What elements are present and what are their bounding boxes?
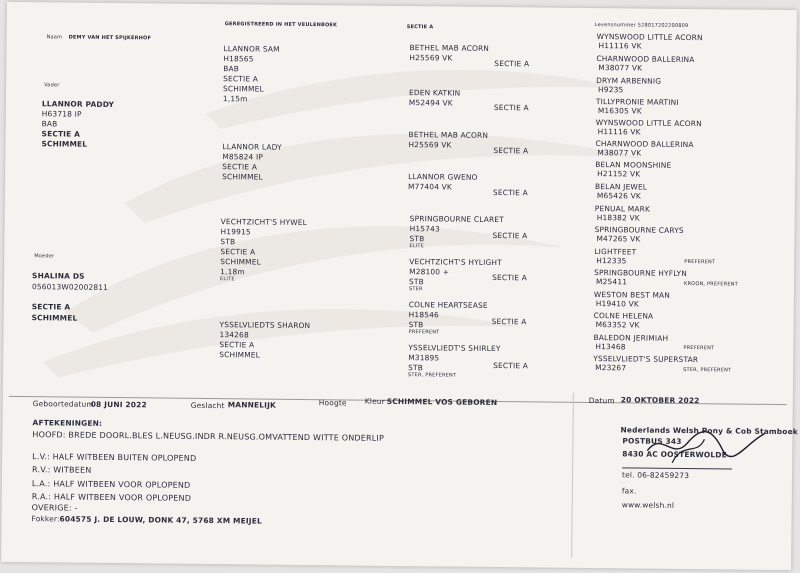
gen4-name: COLNE HELENA [593, 311, 654, 321]
gen4-name: WESTON BEST MAN [593, 290, 671, 300]
gen3-sectie: SECTIE A [492, 187, 528, 198]
fokker-value: 604575 J. DE LOUW, DONK 47, 5768 XM MEIJEL [59, 514, 262, 526]
stamboek-fax: fax. [621, 486, 637, 496]
gen4-reg: H21152 VK [597, 169, 641, 179]
geboortedatum-label: Geboortedatum [32, 399, 94, 409]
aftekeningen-label: AFTEKENINGEN: [32, 418, 103, 428]
kleur-label: Kleur [364, 396, 386, 406]
gen2-line: STB [220, 237, 236, 247]
datum-value: 20 OKTOBER 2022 [620, 395, 700, 406]
gen3-name: BETHEL MAB ACORN [408, 130, 489, 140]
stamboek-name: Nederlands Welsh Pony & Cob Stamboek [620, 425, 798, 437]
gen4-name: DRYM ARBENNIG [596, 76, 662, 86]
vader-line: BAB [41, 119, 58, 129]
gen4-note: STER, PREFERENT [683, 366, 732, 374]
gen4-reg: H19410 VK [595, 299, 639, 309]
gen4-reg: M23267 [595, 363, 627, 373]
gen2-line: VECHTZICHT'S HYWEL [220, 217, 307, 228]
moeder-line: SECTIE A [31, 302, 71, 312]
gen4-reg: H11116 VK [597, 127, 641, 137]
la-markings: L.A.: HALF WITBEEN VOOR OPLOPEND [31, 479, 191, 490]
gen4-name: LIGHTFEET [594, 247, 637, 257]
gen2-line: SECTIE A [219, 340, 255, 350]
gen2-line: H18565 [223, 54, 254, 64]
datum-label: Datum [588, 395, 615, 406]
gen3-name: LLANNOR GWENO [408, 172, 478, 182]
sectie-heading: SECTIE A [406, 24, 434, 31]
stamboek-postbus: POSTBUS 343 [622, 436, 682, 446]
gen3-note: PREFERENT [408, 329, 440, 336]
gen4-reg: M38077 VK [598, 63, 643, 73]
gen4-name: WYNSWOOD LITTLE ACORN [595, 118, 702, 129]
gen2-line: SCHIMMEL [220, 257, 262, 267]
gen3-sectie: SECTIE A [494, 58, 530, 69]
gen4-note: PREFERENT [684, 258, 716, 266]
gen3-name: COLNE HEARTSEASE [408, 300, 488, 310]
gen2-line: YSSELVLIEDTS SHARON [219, 320, 311, 331]
gen3-reg: H25569 VK [409, 53, 453, 63]
gen2-line: 1,18m [220, 267, 245, 277]
gen4-reg: H12335 [596, 256, 627, 266]
gen3-name: VECHTZICHT'S HYLIGHT [409, 257, 502, 268]
gen3-sectie: SECTIE A [491, 316, 527, 327]
gen4-reg: H9235 [598, 85, 624, 95]
gen4-name: CHARNWOOD BALLERINA [596, 54, 695, 65]
hoofd-markings: HOOFD: BREDE DOORL.BLES L.NEUSG.INDR R.NEUSG.OMVATTEND WITTE ONDERLIP [32, 430, 385, 443]
vader-line: H63718 IP [41, 109, 82, 119]
gen4-name: SPRINGBOURNE CARYS [594, 225, 684, 235]
gen2-line: LLANNOR SAM [223, 44, 280, 54]
gen4-reg: M63352 VK [595, 320, 640, 330]
geslacht-label: Geslacht [190, 400, 225, 411]
gen4-reg: M16305 VK [597, 106, 642, 116]
fokker-label: Fokker: [31, 514, 60, 524]
gen2-line: 134268 [219, 330, 249, 340]
gen4-reg: H18382 VK [596, 213, 640, 223]
moeder-line: SCHIMMEL [31, 313, 78, 323]
moeder-line: 056013W02002811 [31, 282, 109, 292]
gen3-studbook: STB [408, 320, 424, 330]
gen4-name: TILLYPRONIE MARTINI [595, 97, 679, 107]
gen3-note: STER [408, 286, 423, 293]
pedigree-certificate [1, 2, 797, 570]
gen3-studbook: STB [408, 363, 424, 373]
gen2-line: LLANNOR LADY [222, 142, 282, 152]
gen4-note: PREFERENT [683, 344, 715, 352]
lv-markings: L.V.: HALF WITBEEN BUITEN OPLOPEND [32, 452, 197, 463]
gen3-sectie: SECTIE A [492, 272, 528, 283]
gen3-sectie: SECTIE A [493, 102, 529, 113]
gen4-name: PENUAL MARK [594, 204, 651, 214]
geboortedatum-value: 08 JUNI 2022 [90, 399, 147, 410]
gen2-line: SECTIE A [220, 247, 256, 257]
gen4-reg: H11116 VK [598, 41, 642, 51]
ra-markings: R.A.: HALF WITBEEN VOOR OPLOPEND [31, 492, 192, 503]
gen2-line: H19915 [220, 227, 251, 237]
overige-markings: OVERIGE: - [31, 503, 78, 513]
moeder-label: Moeder [34, 253, 55, 260]
gen4-reg: M47265 VK [596, 234, 641, 244]
gen3-reg: M52494 VK [408, 98, 453, 108]
naam-label: Naam [46, 34, 63, 41]
gen2-note: ELITE [220, 276, 235, 283]
gen4-note: KROON, PREFERENT [684, 280, 738, 288]
gen4-name: CHARNWOOD BALLERINA [595, 139, 694, 150]
gen3-sectie: SECTIE A [493, 145, 529, 156]
gen3-sectie: SECTIE A [493, 360, 529, 371]
gen3-name: SPRINGBOURNE CLARET [409, 214, 504, 225]
vader-line: SCHIMMEL [41, 139, 88, 149]
stamboek-address: 8430 AC OOSTERWOLDE [622, 449, 727, 460]
gen4-reg: M25411 [596, 277, 628, 287]
kleur-value: SCHIMMEL VOS GEBOREN [386, 396, 498, 408]
gen4-name: YSSELVLIEDT'S SUPERSTAR [593, 354, 699, 365]
gen2-line: SCHIMMEL [222, 172, 263, 182]
gen3-sectie: SECTIE A [492, 230, 528, 241]
gen3-name: EDEN KATKIN [408, 88, 461, 98]
gen3-note: ELITE [409, 243, 425, 250]
gen3-reg: H25569 VK [408, 140, 452, 150]
gen2-line: SCHIMMEL [219, 350, 261, 360]
stamboek-tel: tel. 06-82459273 [621, 470, 690, 481]
gen3-reg: M77404 VK [407, 182, 453, 192]
gen2-line: SECTIE A [222, 162, 258, 172]
gen4-reg: M65426 VK [596, 191, 641, 201]
gen3-studbook: STB [409, 234, 425, 244]
gen4-name: BELAN MOONSHINE [595, 160, 672, 170]
handwritten-signature [642, 421, 773, 472]
rv-markings: R.V.: WITBEEN [32, 465, 92, 475]
gen3-reg: H18546 [408, 310, 440, 320]
gen3-reg: M28100 + [409, 267, 450, 277]
vader-label: Vader [44, 82, 60, 89]
levensnummer: Levensnummer 528017202200809 [594, 22, 689, 30]
gen2-line: M85824 IP [222, 152, 264, 162]
gen2-line: 1,15m [222, 94, 248, 104]
gen4-reg: H13468 [595, 342, 626, 352]
gen3-name: YSSELVLIEDT'S SHIRLEY [408, 343, 501, 354]
gen4-name: WYNSWOOD LITTLE ACORN [596, 32, 703, 43]
gen4-name: BELAN JEWEL [595, 182, 648, 192]
stamboek-web: www.welsh.nl [621, 500, 675, 510]
geslacht-value: MANNELIJK [227, 400, 277, 410]
gen3-reg: M31895 [408, 353, 440, 363]
moeder-line: SHALINA DS [32, 271, 85, 281]
gen3-name: BETHEL MAB ACORN [409, 43, 490, 53]
gen4-reg: M38077 VK [597, 148, 642, 158]
vader-line: SECTIE A [41, 129, 81, 139]
gen4-name: BALEDON JERIMIAH [593, 333, 669, 343]
gen2-line: BAB [223, 64, 240, 74]
horse-name: DEMY VAN HET SPIJKERHOF [68, 34, 152, 42]
vader-line: LLANNOR PADDY [41, 99, 115, 110]
gen2-line: SCHIMMEL [223, 84, 264, 94]
gen3-reg: H15743 [409, 224, 440, 234]
gen3-studbook: STB [408, 277, 424, 287]
register-heading: GEREGISTREERD IN HET VEULENBOEK [224, 21, 338, 29]
gen4-name: SPRINGBOURNE HYFLYN [594, 268, 688, 279]
gen3-note: STER, PREFERENT [408, 372, 457, 379]
hoogte-label: Hoogte [318, 398, 347, 408]
gen2-line: SECTIE A [223, 74, 259, 84]
